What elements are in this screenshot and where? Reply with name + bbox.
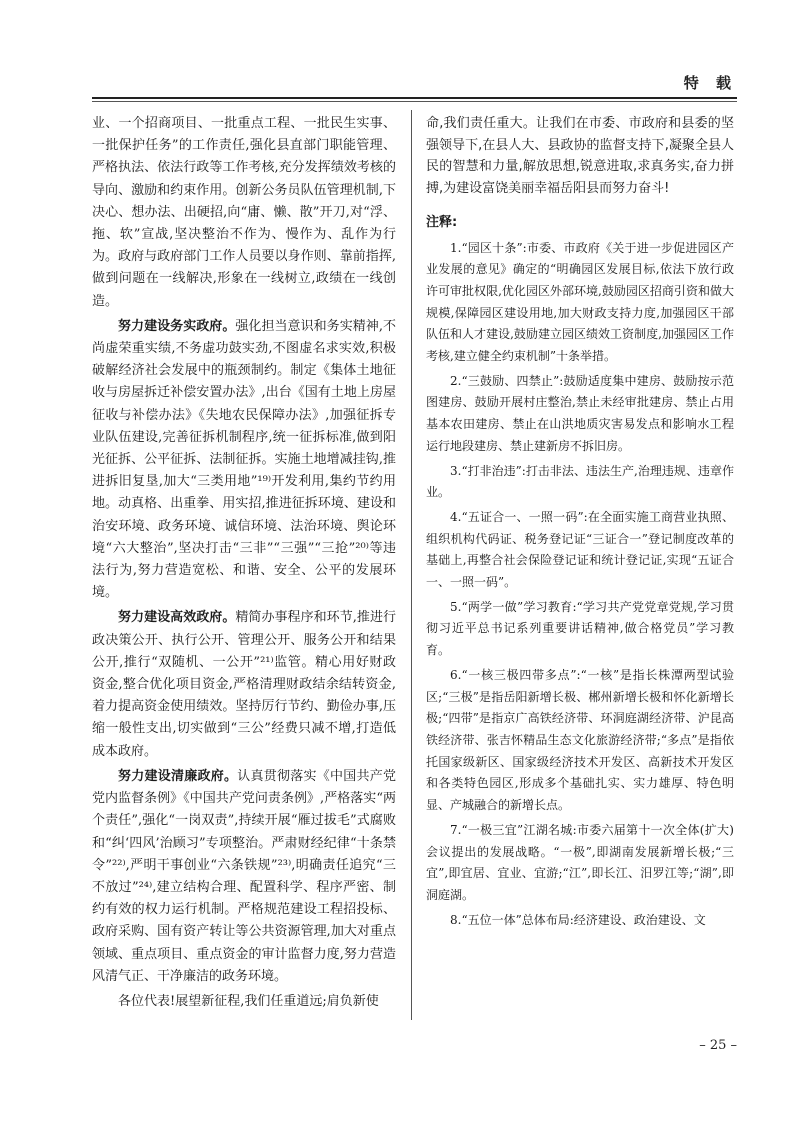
paragraph-closing: 各位代表!展望新征程,我们任重道远;肩负新使	[118, 993, 379, 1009]
note-item: 2.“三鼓励、四禁止”:鼓励适度集中建房、鼓励按示范图建房、鼓励开展村庄整治,禁止未经审批建房、禁止占用基本农田建房、禁止在山洪地质灾害易发点和影响水工程运行地段建房、禁止建新房不拆旧房。	[426, 373, 734, 453]
note-item: 7.“一极三宜”江湖名城:市委六届第十一次全体(扩大)会议提出的发展战略。“一极”,即湖南发展新增长极;“三宜”,即宜居、宜业、宜游;“江”,即长江、汨罗江等;“湖”,即洞庭湖。	[426, 822, 734, 902]
header-rule-thin	[92, 101, 737, 102]
note-item: 1.“园区十条”:市委、市政府《关于进一步促进园区产业发展的意见》确定的“明确园区发展目标,依法下放行政许可审批权限,优化园区外部环境,鼓励园区招商引资和做大规模,保障园区建设用地,加大财政支持力度,加强园区干部队伍和人才建设,鼓励建立园区绩效工资制度,加强园区工作考核,建立健全约束机制”十条举措。	[426, 240, 734, 364]
note-item: 3.“打非治违”:打击非法、违法生产,治理违规、违章作业。	[426, 463, 734, 500]
paragraph-efficient-government	[92, 607, 396, 762]
paragraph-text: 认真贯彻落实《中国共产党党内监督条例》《中国共产党问责条例》,严格落实“两个责任”,强化“一岗双责”,持续开展“雁过拔毛”式腐败和“纠‘四风’治顾习”专项整治。严肃财经纪律“十条禁令”²²⁾,严明干事创业“六条铁规”²³⁾,明确责任追究“三不放过”²⁴⁾,建立结构合理、配置科学、程序严密、制约有效的权力运行机制。严格规范建设工程招投标、政府采购、国有资产转让等公共资源管理,加大对重点领域、重点项目、重点资金的审计监督力度,努力营造风清气正、干净廉洁的政务环境。	[92, 768, 396, 984]
page-number: – 25 –	[699, 1038, 737, 1053]
note-item: 5.“两学一做”学习教育:“学习共产党党章党规,学习贯彻习近平总书记系列重要讲话精神,做合格党员”学习教育。	[426, 599, 734, 658]
notes-heading: 注释:	[426, 214, 458, 230]
note-item: 8.“五位一体”总体布局:经济建设、政治建设、文	[450, 912, 706, 927]
note-item: 6.“一核三极四带多点”:“一核”是指长株潭两型试验区;“三极”是指岳阳新增长极、郴州新增长极和怀化新增长极;“四带”是指京广高铁经济带、环洞庭湖经济带、沪昆高铁经济带、张吉怀精品生态文化旅游经济带;“多点”是指依托国家级新区、国家级经济技术开发区、高新技术开发区和各类特色园区,形成多个基础扎实、实力雄厚、特色明显、产城融合的新增长点。	[426, 667, 734, 813]
note-item: 4.“五证合一、一照一码”:在全面实施工商营业执照、组织机构代码证、税务登记证“三证合一”登记制度改革的基础上,再整合社会保险登记证和统计登记证,实现“五证合一、一照一码”。	[426, 509, 734, 590]
paragraph-text: 强化担当意识和务实精神,不尚虚荣重实绩,不务虚功鼓实劲,不图虚名求实效,积极破解经济社会发展中的瓶颈制约。制定《集体土地征收与房屋拆迁补偿安置办法》,出台《国有土地上房屋征收与补偿办法》《失地农民保障办法》,加强征拆专业队伍建设,完善征拆机制程序,统一征拆标准,做到阳光征拆、公平征拆、法制征拆。实施土地增减挂钩,推进拆旧复垦,加大“三类用地”¹⁹⁾开发利用,集约节约用地。动真格、出重拳、用实招,推进征拆环境、建设和治安环境、政务环境、诚信环境、法治环境、舆论环境“六大整治”,坚决打击“三非”“三强”“三抢”²⁰⁾等违法行为,努力营造宽松、和谐、安全、公平的发展环境。	[92, 318, 396, 601]
header-rule	[92, 97, 737, 99]
right-column	[426, 113, 734, 1003]
paragraph-clean-government	[92, 766, 396, 988]
paragraph-text: 精简办事程序和环节,推进行政决策公开、执行公开、管理公开、服务公开和结果公开,推行“双随机、一公开”²¹⁾监管。精心用好财政资金,整合优化项目资金,严格清理财政结余结转资金,着力提高资金使用绩效。坚持厉行节约、勤俭办事,压缩一般性支出,切实做到“三公”经费只减不增,打造低成本政府。	[92, 610, 396, 759]
column-divider	[411, 110, 412, 1020]
left-column	[92, 113, 396, 1013]
paragraph-continued: 业、一个招商项目、一批重点工程、一批民生实事、一批保护任务”的工作责任,强化县直部门职能管理、严格执法、依法行政等工作考核,充分发挥绩效考核的导向、激励和约束作用。创新公务员队伍管理机制,下决心、想办法、出硬招,向“庸、懒、散”开刀,对“浮、拖、软”宣战,坚决整治不作为、慢作为、乱作为行为。政府与政府部门工作人员要以身作则、靠前指挥,做到问题在一线解决,形象在一线树立,政绩在一线创造。	[92, 116, 396, 309]
subheading: 努力建设务实政府。	[118, 318, 236, 334]
paragraph-pragmatic-government	[92, 316, 396, 605]
paragraph-closing-continued: 命,我们责任重大。让我们在市委、市政府和县委的坚强领导下,在县人大、县政协的监督支持下,凝聚全县人民的智慧和力量,解放思想,锐意进取,求真务实,奋力拼搏,为建设富饶美丽幸福岳阳县而努力奋斗!	[426, 116, 734, 197]
subheading: 努力建设高效政府。	[118, 610, 236, 626]
section-title: 特 载	[683, 74, 737, 92]
subheading: 努力建设清廉政府。	[118, 768, 238, 784]
